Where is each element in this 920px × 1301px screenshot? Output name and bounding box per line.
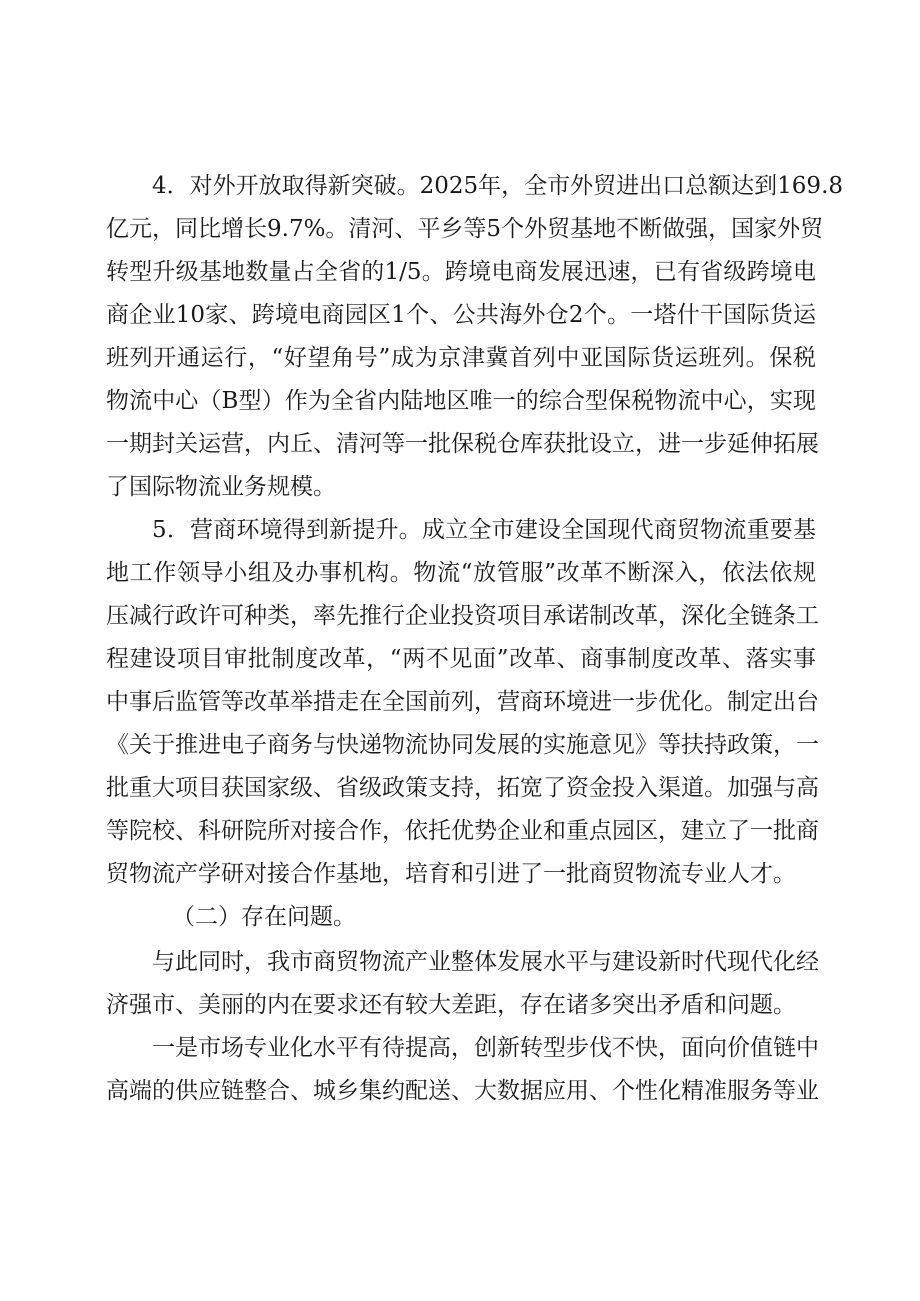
para-5-line-8: 等院校、科研院所对接合作，依托优势企业和重点园区，建立了一批商 (106, 818, 819, 844)
para-5-line-3: 压减行政许可种类，率先推行企业投资项目承诺制改革，深化全链条工 (106, 603, 819, 629)
para-4-line-2: 亿元，同比增长9.7%。清河、平乡等5个外贸基地不断做强，国家外贸 (106, 216, 824, 242)
para-4-line-8: 了国际物流业务规模。 (106, 474, 336, 500)
para-5-line-4: 程建设项目审批制度改革，“两不见面”改革、商事制度改革、落实事 (106, 646, 816, 672)
para-5-line-2: 地工作领导小组及办事机构。物流“放管服”改革不断深入，依法依规 (106, 560, 816, 586)
para-problems-line-2: 济强市、美丽的内在要求还有较大差距，存在诸多突出矛盾和问题。 (106, 992, 796, 1018)
para-first-issue-line-1: 一是市场专业化水平有待提高，创新转型步伐不快，面向价值链中 (152, 1035, 819, 1061)
para-4-line-1: 4．对外开放取得新突破。2025年，全市外贸进出口总额达到169.8 (152, 173, 844, 199)
para-4-line-5: 班列开通运行，“好望角号”成为京津冀首列中亚国际货运班列。保税 (106, 345, 816, 371)
para-5-line-6: 《关于推进电子商务与快递物流协同发展的实施意见》等扶持政策，一 (106, 732, 819, 758)
para-problems-line-1: 与此同时，我市商贸物流产业整体发展水平与建设新时代现代化经 (152, 949, 819, 975)
para-4-line-3: 转型升级基地数量占全省的1/5。跨境电商发展迅速，已有省级跨境电 (106, 259, 816, 285)
para-4-line-6: 物流中心（B型）作为全省内陆地区唯一的综合型保税物流中心，实现 (106, 388, 816, 414)
section-heading-problems: （二）存在问题。 (172, 904, 356, 930)
para-5-line-5: 中事后监管等改革举措走在全国前列，营商环境进一步优化。制定出台 (106, 689, 819, 715)
para-first-issue-line-2: 高端的供应链整合、城乡集约配送、大数据应用、个性化精准服务等业 (106, 1078, 819, 1104)
para-4-line-7: 一期封关运营，内丘、清河等一批保税仓库获批设立，进一步延伸拓展 (106, 431, 819, 457)
para-5-line-1: 5．营商环境得到新提升。成立全市建设全国现代商贸物流重要基 (152, 517, 816, 543)
para-5-line-9: 贸物流产学研对接合作基地，培育和引进了一批商贸物流专业人才。 (106, 861, 796, 887)
para-5-line-7: 批重大项目获国家级、省级政策支持，拓宽了资金投入渠道。加强与高 (106, 775, 819, 801)
para-4-line-4: 商企业10家、跨境电商园区1个、公共海外仓2个。一塔什干国际货运 (106, 302, 816, 328)
